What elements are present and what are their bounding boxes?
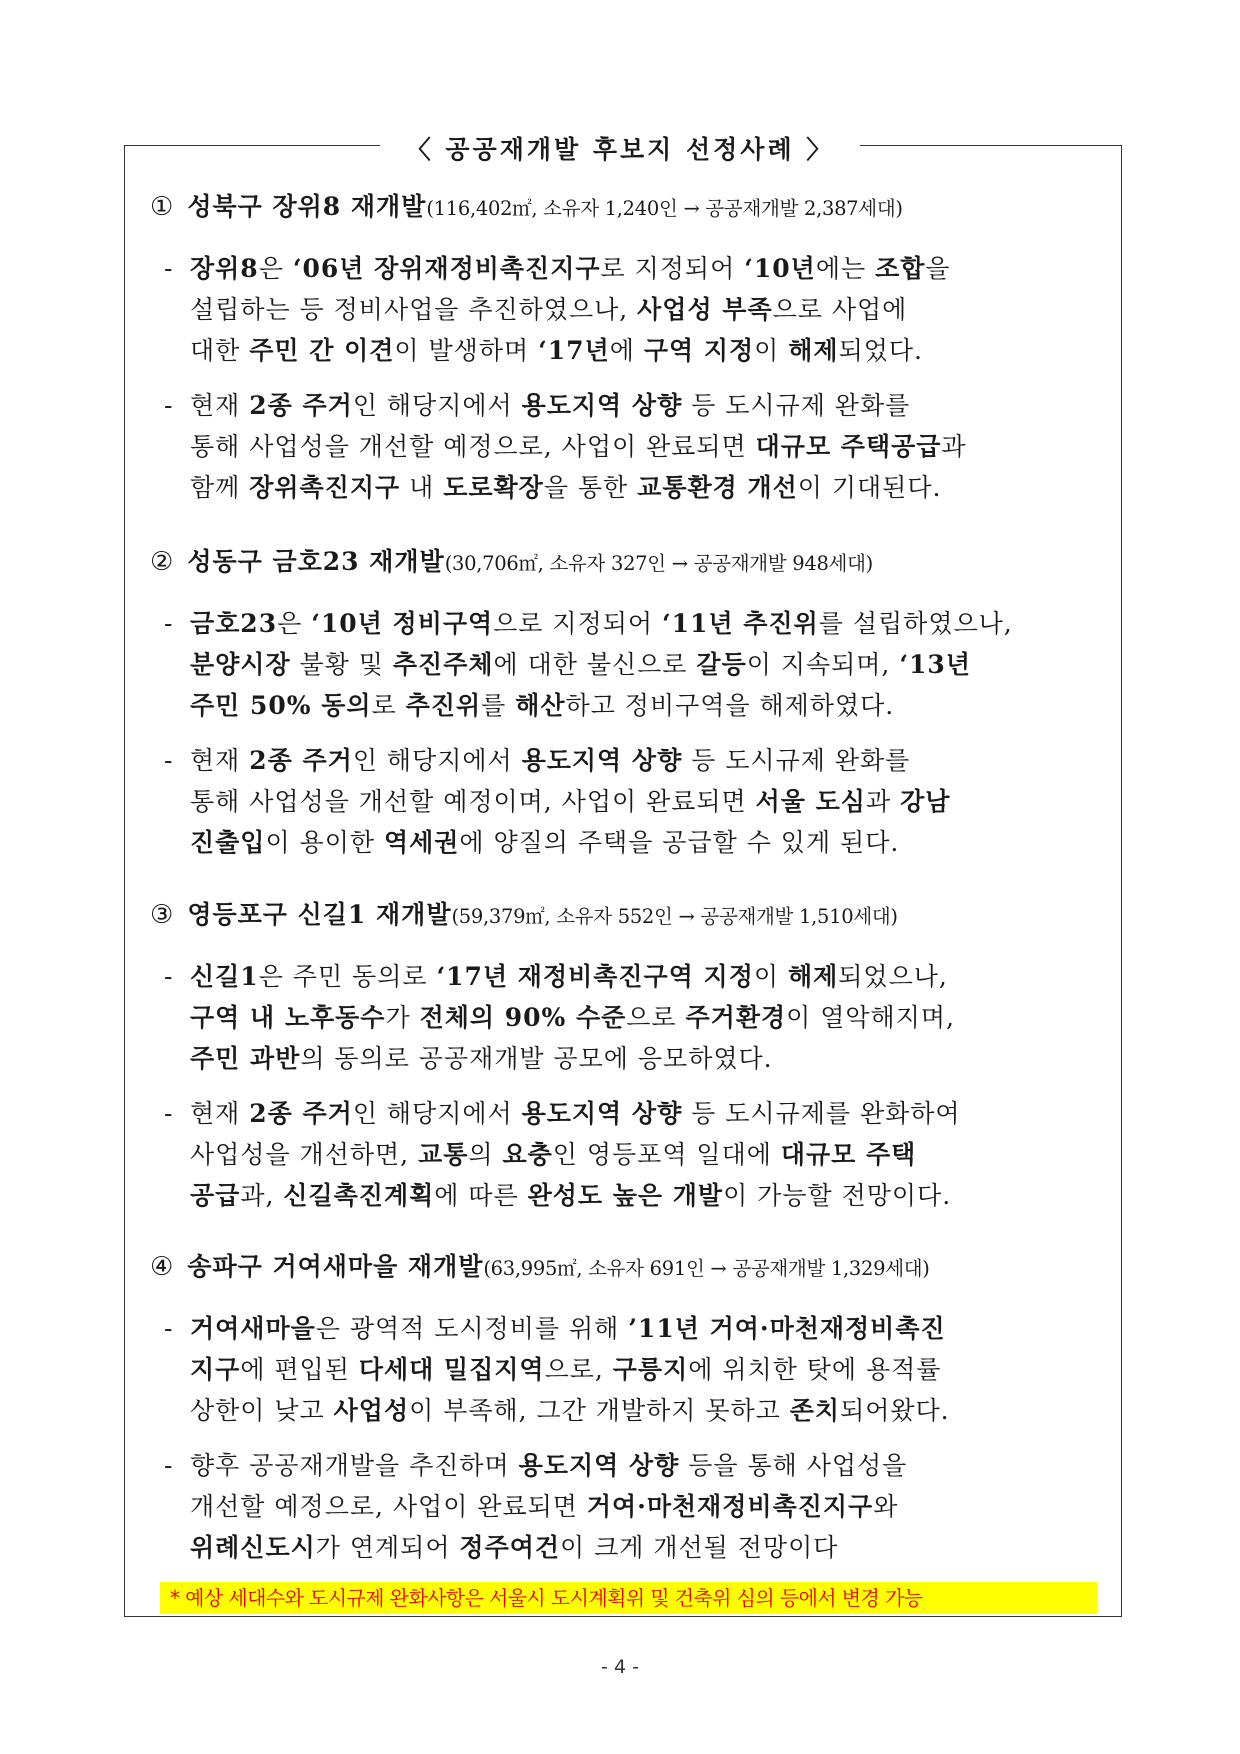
bold-text: 구역 내 노후동수	[190, 1003, 386, 1032]
case-section	[150, 190, 1110, 508]
text-run: 과	[865, 787, 901, 816]
case-paragraph	[150, 1445, 1110, 1568]
case-paragraph	[150, 1093, 1110, 1216]
case-section	[150, 545, 1110, 863]
text-run: 에 대한 불신으로	[493, 650, 697, 679]
bold-text: 주민 과반	[190, 1044, 301, 1073]
bold-text: ‘13년	[899, 650, 971, 679]
text-run: 되어왔다.	[840, 1396, 950, 1425]
bold-text: 대규모 주택공급	[755, 432, 942, 461]
bold-text: 장위8	[190, 254, 259, 283]
text-run: 이	[754, 336, 789, 365]
text-run: 상한이 낮고	[190, 1396, 334, 1425]
paragraph-line	[190, 289, 1110, 330]
text-run: 으로 사업에	[772, 295, 908, 324]
bold-text: 신길1	[190, 962, 259, 991]
case-paragraph	[150, 385, 1110, 508]
paragraph-line	[190, 1390, 1110, 1431]
text-run: 설립하는 등 정비사업을 추진하였으나,	[190, 295, 638, 324]
bullet-dash: -	[164, 254, 174, 283]
bold-text: 교통	[418, 1140, 469, 1169]
text-run: 에 양질의 주택을 공급할 수 있게 된다.	[459, 828, 900, 857]
text-run: 으로,	[544, 1355, 613, 1384]
text-run: 인 영등포역 일대에	[552, 1140, 781, 1169]
bold-text: ‘10년 정비구역	[311, 609, 494, 638]
text-run: 에 따른	[434, 1181, 528, 1210]
paragraph-line	[190, 385, 1110, 426]
text-run: 의 동의로 공공재개발 공모에 응모하였다.	[300, 1044, 773, 1073]
bold-text: 지구	[190, 1355, 241, 1384]
bold-text: 주민 50% 동의	[190, 691, 372, 720]
bold-text: 사업성 부족	[637, 295, 773, 324]
paragraph-line	[190, 1445, 1110, 1486]
text-run: 로	[371, 691, 406, 720]
paragraph-line	[190, 1134, 1110, 1175]
bullet-dash: -	[164, 746, 174, 775]
case-heading	[150, 545, 1110, 581]
case-name: 송파구 거여새마을 재개발	[187, 1252, 484, 1281]
paragraph-line	[190, 1527, 1110, 1568]
bullet-dash: -	[164, 609, 174, 638]
text-run: 가	[385, 1003, 420, 1032]
text-run: 이 발생하며	[394, 336, 539, 365]
text-run: 인 해당지에서	[352, 746, 522, 775]
bold-text: 용도지역 상향	[521, 746, 683, 775]
bullet-dash: -	[164, 1451, 174, 1480]
case-number: ②	[150, 547, 174, 577]
text-run: 대한	[190, 336, 250, 365]
text-run: 내	[400, 473, 444, 502]
text-run: 등을 통해 사업성을	[679, 1451, 908, 1480]
bold-text: ‘11년 추진위	[661, 609, 819, 638]
case-paragraph	[150, 248, 1110, 371]
paragraph-line	[190, 1093, 1110, 1134]
case-heading	[150, 190, 1110, 226]
bold-text: 도로확장	[443, 473, 544, 502]
text-run: 의	[468, 1140, 503, 1169]
bullet-dash: -	[164, 1099, 174, 1128]
footnote-highlight: * 예상 세대수와 도시규제 완화사항은 서울시 도시계획위 및 건축위 심의 등에서 변경 가능	[160, 1582, 1097, 1614]
text-run: 인 해당지에서	[352, 1099, 522, 1128]
bold-text: 위례신도시	[190, 1533, 316, 1562]
bold-text: 사업성	[333, 1396, 410, 1425]
case-paragraph	[150, 956, 1110, 1079]
bold-text: ‘10년	[744, 254, 816, 283]
paragraph-line	[190, 603, 1110, 644]
bold-text: 완성도 높은 개발	[527, 1181, 724, 1210]
text-run: 통해 사업성을 개선할 예정으로, 사업이 완료되면	[190, 432, 756, 461]
text-run: 통해 사업성을 개선할 예정이며, 사업이 완료되면	[190, 787, 756, 816]
case-meta: (30,706㎡, 소유자 327인 → 공공재개발 948세대)	[444, 552, 873, 575]
text-run: 함께	[190, 473, 250, 502]
bold-text: 해제	[788, 336, 839, 365]
text-run: 이 부족해, 그간 개발하지 못하고	[409, 1396, 790, 1425]
bold-text: 분양시장	[190, 650, 291, 679]
text-run: 현재	[190, 1099, 250, 1128]
paragraph-line	[190, 956, 1110, 997]
text-run: 은 광역적 도시정비를 위해	[315, 1314, 629, 1343]
paragraph-line	[190, 1486, 1110, 1527]
text-run: 등 도시규제 완화를	[682, 391, 911, 420]
bold-text: 교통환경 개선	[637, 473, 798, 502]
case-paragraph	[150, 603, 1110, 726]
case-meta: (116,402㎡, 소유자 1,240인 → 공공재개발 2,387세대)	[426, 197, 903, 220]
text-run: 과,	[240, 1181, 284, 1210]
case-heading	[150, 898, 1110, 934]
text-run: 을	[925, 254, 951, 283]
bold-text: 정주여건	[459, 1533, 561, 1562]
paragraph-line	[190, 467, 1110, 508]
bullet-dash: -	[164, 1314, 174, 1343]
text-run: 이	[753, 962, 788, 991]
text-run: 가 연계되어	[315, 1533, 460, 1562]
bold-text: 역세권	[383, 828, 460, 857]
text-run: 에	[609, 336, 644, 365]
bold-text: 금호23	[190, 609, 278, 638]
text-run: 불황 및	[290, 650, 393, 679]
bold-text: 진출입	[190, 828, 266, 857]
bold-text: 조합	[875, 254, 926, 283]
bullet-dash: -	[164, 962, 174, 991]
text-run: 현재	[190, 746, 250, 775]
text-run: 등 도시규제를 완화하여	[682, 1099, 961, 1128]
case-number: ④	[150, 1252, 174, 1282]
paragraph-line	[190, 1349, 1110, 1390]
text-run: 사업성을 개선하면,	[190, 1140, 419, 1169]
bold-text: 추진주체	[392, 650, 494, 679]
text-run: 은 주민 동의로	[258, 962, 437, 991]
text-run: 과	[941, 432, 967, 461]
paragraph-line	[190, 426, 1110, 467]
text-run: 으로	[626, 1003, 686, 1032]
text-run: 개선할 예정으로, 사업이 완료되면	[190, 1492, 587, 1521]
paragraph-line	[190, 1038, 1110, 1079]
text-run: 이 크게 개선될 전망이다	[560, 1533, 839, 1562]
bold-text: 장위촉진지구	[249, 473, 401, 502]
bold-text: 서울 도심	[755, 787, 866, 816]
text-run: 하고 정비구역을 해제하였다.	[565, 691, 895, 720]
text-run: 로 지정되어	[600, 254, 745, 283]
paragraph-line	[190, 330, 1110, 371]
bold-text: 해제	[787, 962, 839, 991]
text-run: 에 위치한 탓에 용적률	[688, 1355, 942, 1384]
text-run: 를 설립하였으나,	[818, 609, 1013, 638]
text-run: 와	[873, 1492, 899, 1521]
case-paragraph	[150, 1308, 1110, 1431]
paragraph-line	[190, 822, 1110, 863]
bold-text: 갈등	[696, 650, 747, 679]
bold-text: 전체의 90% 수준	[419, 1003, 627, 1032]
text-run: 이 용이한	[265, 828, 384, 857]
bold-text: 대규모 주택	[780, 1140, 917, 1169]
case-name: 성동구 금호23 재개발	[187, 547, 445, 576]
text-run: 등 도시규제 완화를	[682, 746, 911, 775]
text-run: 이 지속되며,	[746, 650, 900, 679]
bold-text: 2종 주거	[249, 391, 353, 420]
section-title: 〈 공공재개발 후보지 선정사례 〉	[0, 130, 1240, 166]
bold-text: 해산	[515, 691, 566, 720]
paragraph-line	[190, 1175, 1110, 1216]
bold-text: 거여새마을	[190, 1314, 316, 1343]
case-number: ①	[150, 192, 174, 222]
text-run: 이 기대된다.	[797, 473, 942, 502]
text-run: 되었으나,	[838, 962, 948, 991]
bold-text: ‘06년 장위재정비촉진지구	[292, 254, 601, 283]
paragraph-line	[190, 781, 1110, 822]
bold-text: 구역 지정	[643, 336, 755, 365]
bold-text: 강남	[900, 787, 951, 816]
paragraph-line	[190, 644, 1110, 685]
paragraph-line	[190, 997, 1110, 1038]
text-run: 에는	[815, 254, 876, 283]
text-run: 이 열악해지며,	[786, 1003, 955, 1032]
case-meta: (63,995㎡, 소유자 691인 → 공공재개발 1,329세대)	[483, 1257, 930, 1280]
bold-text: 요충	[502, 1140, 553, 1169]
case-number: ③	[150, 900, 174, 930]
bold-text: 존치	[789, 1396, 841, 1425]
bold-text: 신길촉진계획	[283, 1181, 435, 1210]
bold-text: 구릉지	[612, 1355, 689, 1384]
bold-text: 용도지역 상향	[521, 1099, 683, 1128]
text-run: 은	[277, 609, 312, 638]
bold-text: 2종 주거	[249, 746, 353, 775]
bold-text: 주민 간 이견	[249, 336, 395, 365]
bold-text: 용도지역 상향	[521, 391, 683, 420]
bold-text: ‘17년	[538, 336, 610, 365]
case-section	[150, 898, 1110, 1216]
case-meta: (59,379㎡, 소유자 552인 → 공공재개발 1,510세대)	[451, 905, 898, 928]
bullet-dash: -	[164, 391, 174, 420]
text-run: 은	[258, 254, 293, 283]
bold-text: ‘17년 재정비촉진구역 지정	[436, 962, 754, 991]
paragraph-line	[190, 1308, 1110, 1349]
bold-text: 추진위	[405, 691, 482, 720]
bold-text: 주거환경	[685, 1003, 787, 1032]
case-section	[150, 1250, 1110, 1568]
case-name: 영등포구 신길1 재개발	[187, 900, 452, 929]
case-paragraph	[150, 740, 1110, 863]
bold-text: 2종 주거	[249, 1099, 353, 1128]
bold-text: 공급	[190, 1181, 241, 1210]
text-run: 되었다.	[838, 336, 923, 365]
text-run: 를	[481, 691, 516, 720]
paragraph-line	[190, 248, 1110, 289]
case-heading	[150, 1250, 1110, 1286]
bold-text: 거여·마천재정비촉진지구	[586, 1492, 874, 1521]
case-name: 성북구 장위8 재개발	[187, 192, 427, 221]
text-run: 인 해당지에서	[352, 391, 522, 420]
text-run: 을 통한	[543, 473, 638, 502]
bold-text: 다세대 밀집지역	[358, 1355, 545, 1384]
text-run: 에 편입된	[240, 1355, 359, 1384]
paragraph-line	[190, 685, 1110, 726]
bold-text: ’11년 거여·마천재정비촉진	[628, 1314, 946, 1343]
bold-text: 용도지역 상향	[518, 1451, 680, 1480]
text-run: 으로 지정되어	[493, 609, 662, 638]
text-run: 향후 공공재개발을 추진하며	[190, 1451, 519, 1480]
paragraph-line	[190, 740, 1110, 781]
text-run: 현재	[190, 391, 250, 420]
page-number: - 4 -	[601, 1656, 639, 1678]
text-run: 이 가능할 전망이다.	[723, 1181, 952, 1210]
